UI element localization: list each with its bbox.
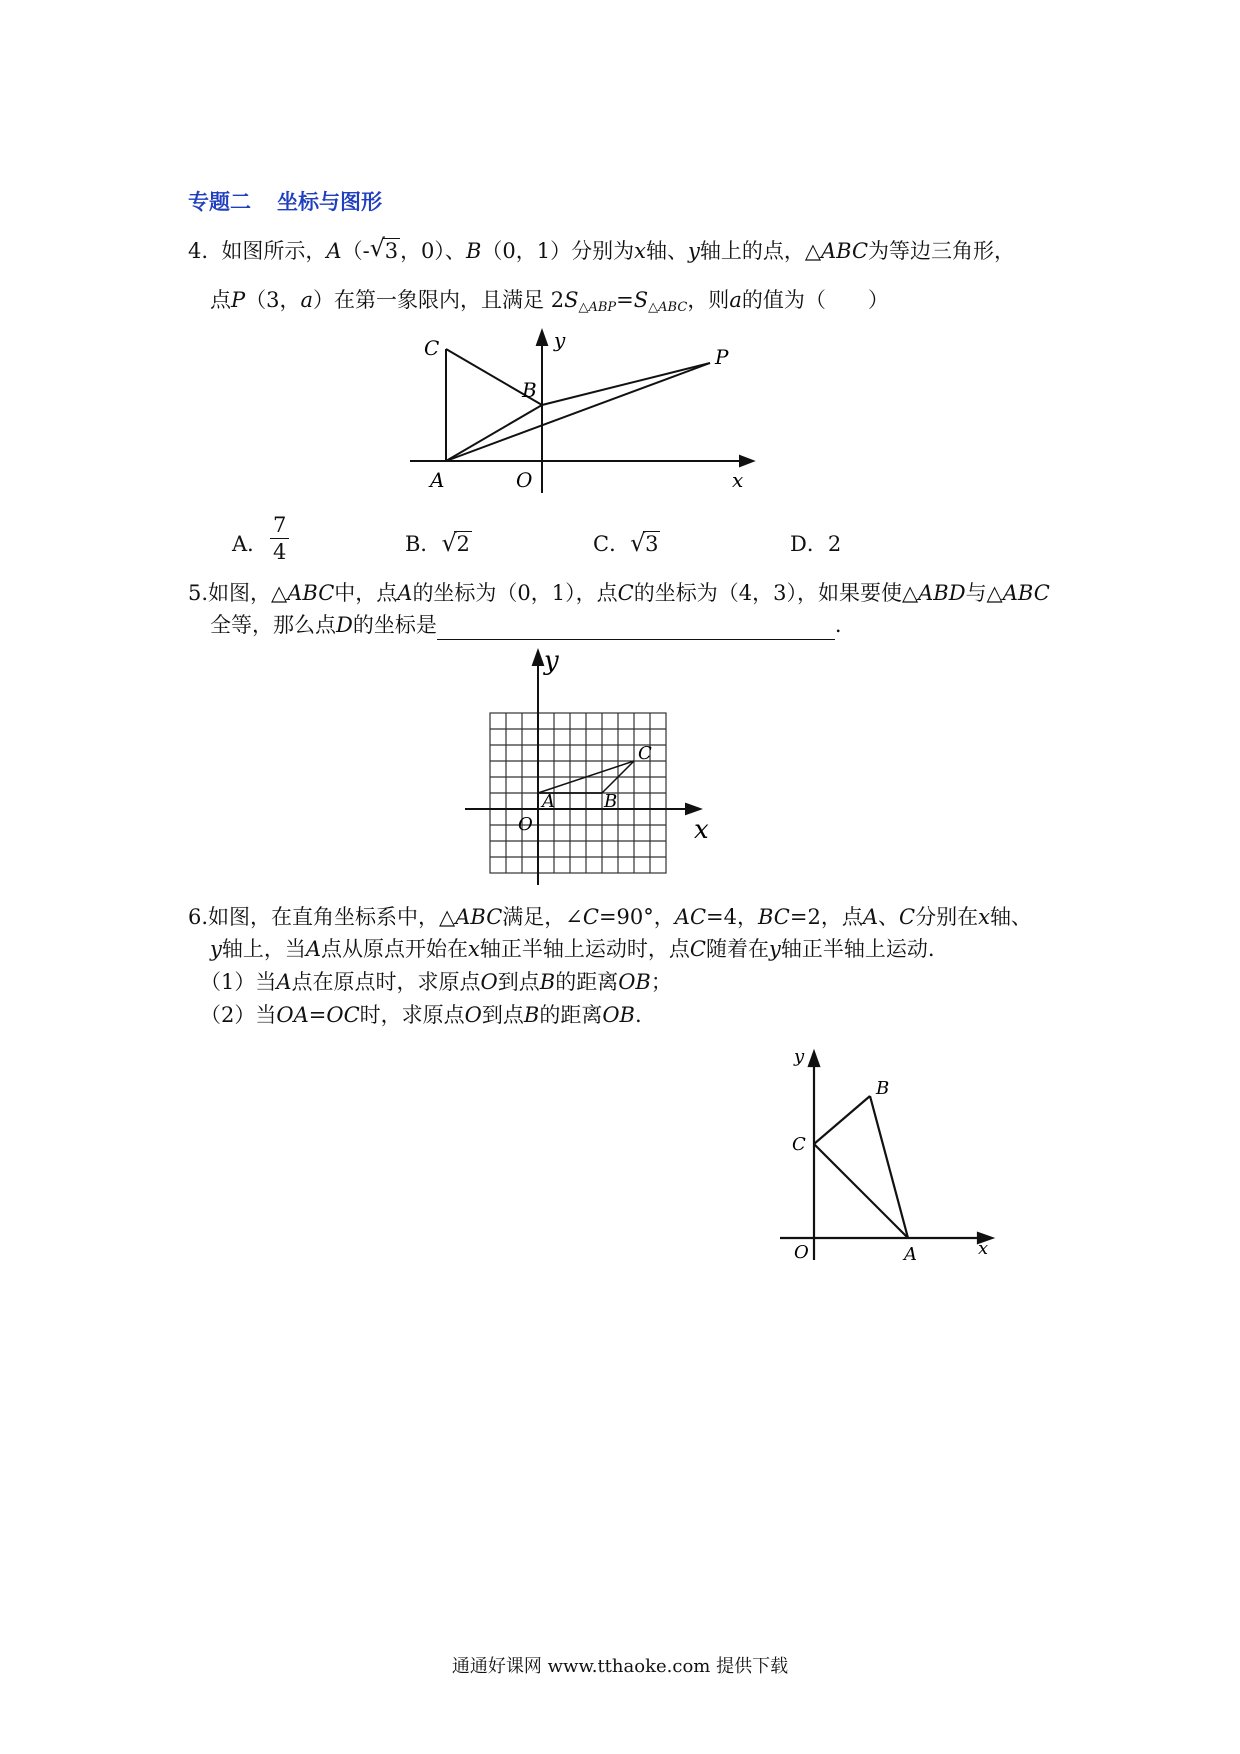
- arrow-up-icon: [537, 331, 547, 345]
- q4-line2: 点P（3，a）在第一象限内，且满足 $2S_{\triangle ABP}=S_{\triangle ABC}$，则a的值为（ ）: [210, 288, 889, 315]
- q6-figure: [780, 1040, 1010, 1270]
- segment-AP: [446, 363, 710, 461]
- q4-option-a[interactable]: A．: [232, 532, 269, 556]
- segment-BA: [870, 1096, 908, 1238]
- answer-blank[interactable]: [437, 617, 835, 640]
- sqrt-3: √ 3: [369, 234, 399, 263]
- label-y: y: [544, 646, 559, 676]
- label-B: B: [604, 791, 618, 812]
- label-O: O: [516, 468, 533, 492]
- section-title: [188, 186, 382, 216]
- arrow-up-icon: [809, 1052, 819, 1066]
- label-x: x: [732, 468, 744, 492]
- q4-figure: [410, 325, 760, 500]
- segment-AB: [446, 405, 542, 461]
- q6-line1: 6.如图，在直角坐标系中，△ABC满足，∠C=90°，AC=4，BC=2，点A、C分别在x轴、: [188, 905, 1032, 929]
- q4-option-c[interactable]: C． √ 3: [593, 529, 659, 557]
- arrow-right-icon: [686, 804, 700, 814]
- label-B: B: [876, 1078, 890, 1099]
- q4-line1: 4. 如图所示，A（- √ 3，0）、B（0，1）分别为x轴、y轴上的点，△ABC为等边三角形，: [188, 236, 1015, 266]
- segment-BP: [542, 363, 710, 405]
- label-C: C: [424, 336, 440, 360]
- label-A: A: [430, 468, 445, 492]
- label-A: A: [904, 1244, 917, 1265]
- arrow-right-icon: [740, 456, 753, 466]
- label-x: x: [978, 1238, 989, 1259]
- segment-CA: [814, 1144, 908, 1238]
- section-number: 专题二: [188, 190, 251, 214]
- label-O: O: [518, 814, 533, 835]
- label-x: x: [694, 815, 709, 845]
- label-C: C: [638, 743, 652, 764]
- fraction-7-4: $\frac{7}{4}$: [270, 512, 289, 565]
- q6-part1: （1）当A点在原点时，求原点O到点B的距离OB；: [200, 970, 672, 994]
- arrow-up-icon: [533, 651, 543, 665]
- section-topic: 坐标与图形: [277, 190, 382, 214]
- segment-CB: [814, 1096, 870, 1144]
- q6-line2: y轴上，当A点从原点开始在x轴正半轴上运动时，点C随着在y轴正半轴上运动.: [210, 937, 935, 961]
- q4-option-d[interactable]: D．2: [790, 532, 842, 556]
- q6-part2: （2）当OA=OC时，求原点O到点B的距离OB.: [200, 1003, 642, 1027]
- label-C: C: [792, 1134, 806, 1155]
- label-P: P: [715, 345, 729, 369]
- q5-line2: 全等，那么点D的坐标是 .: [210, 610, 842, 640]
- q4-option-b[interactable]: B． √ 2: [405, 529, 470, 557]
- label-y: y: [554, 328, 566, 352]
- q5-line1: 5.如图，△ABC中，点A的坐标为（0，1），点C的坐标为（4，3），如果要使△ABD与△ABC: [188, 581, 1050, 605]
- q5-figure: [460, 645, 720, 890]
- label-B: B: [522, 378, 537, 402]
- label-A: A: [542, 791, 555, 812]
- label-O: O: [794, 1242, 809, 1263]
- label-y: y: [794, 1046, 805, 1067]
- page-footer: 通通好课网 www.tthaoke.com 提供下载: [451, 1656, 789, 1677]
